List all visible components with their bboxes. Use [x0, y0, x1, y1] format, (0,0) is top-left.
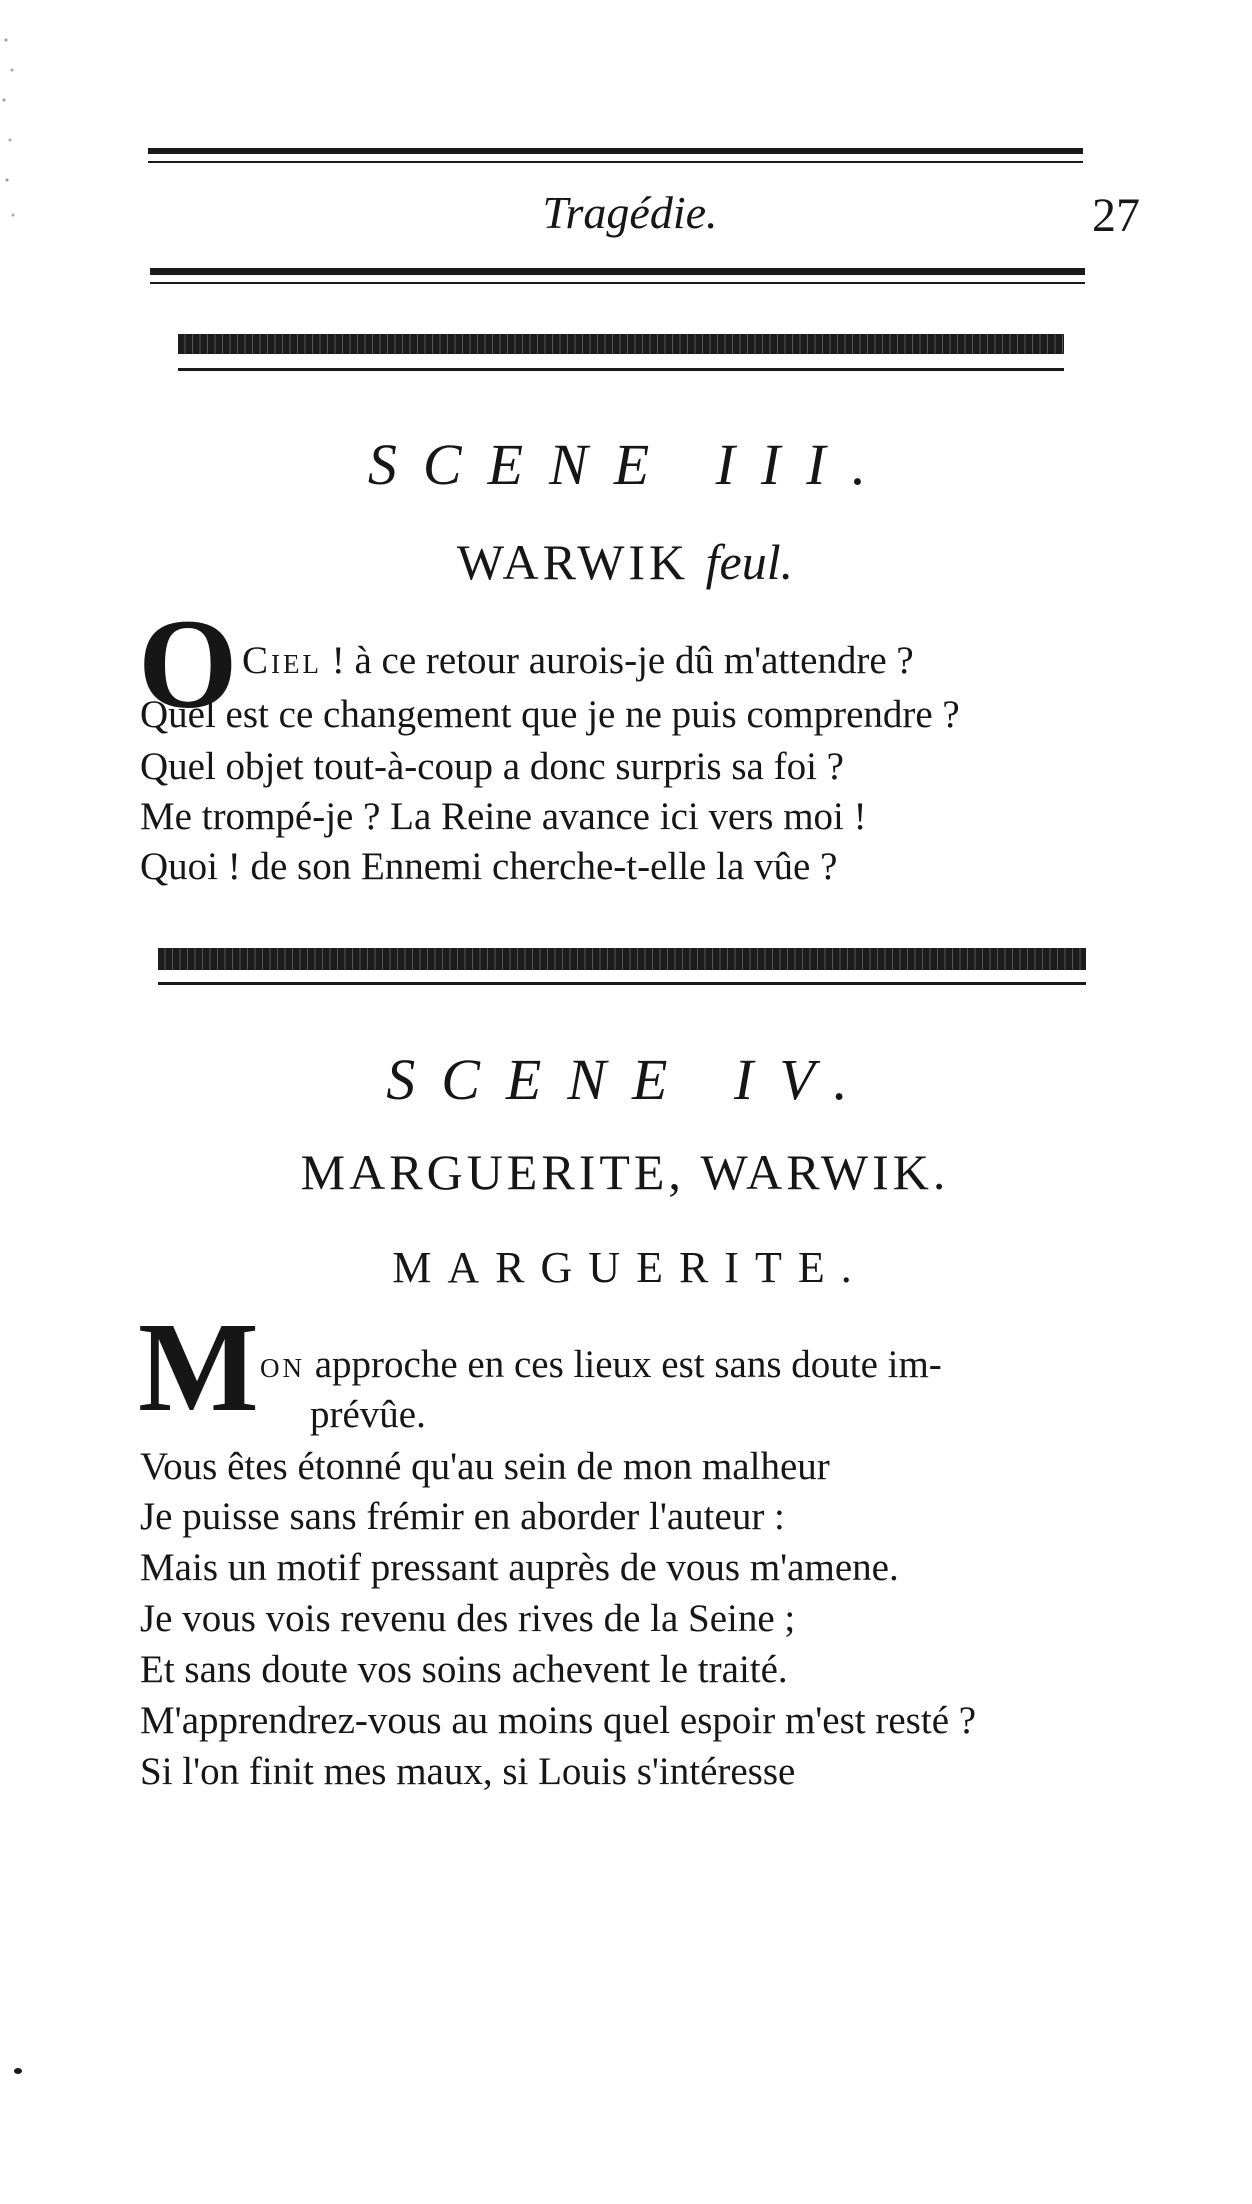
verse-line: Quoi ! de son Ennemi cherche-t-elle la vûe ? — [140, 845, 838, 888]
scene3-first-word: Ciel — [242, 639, 322, 682]
header-bottom-rule-thin — [150, 282, 1085, 284]
ink-speck — [14, 2068, 22, 2074]
running-title: Tragédie. — [542, 187, 718, 238]
scene3-speaker-name: WARWIK — [456, 534, 690, 590]
scene4-dropcap: M — [138, 1296, 259, 1438]
scene4-ornament-bar — [158, 948, 1086, 970]
scene4-ornament-rule — [158, 982, 1086, 985]
scene4-first-line-rest: approche en ces lieux est sans doute im- — [314, 1343, 942, 1386]
scene4-characters: MARGUERITE, WARWIK. — [300, 1144, 950, 1200]
verse-line: Me trompé-je ? La Reine avance ici vers moi ! — [140, 795, 867, 838]
verse-line: Et sans doute vos soins achevent le traité. — [140, 1648, 788, 1691]
verse-line: Vous êtes étonné qu'au sein de mon malheur — [140, 1445, 830, 1488]
verse-line: Quel objet tout-à-coup a donc surpris sa foi ? — [140, 745, 844, 788]
scene4-first-line — [260, 1340, 1140, 1390]
scene3-speaker-line — [150, 530, 1100, 594]
scene3-first-line-rest: ! à ce retour aurois-je dû m'attendre ? — [331, 639, 914, 682]
verse-line: Je puisse sans frémir en aborder l'auteur : — [140, 1495, 785, 1538]
scene3-title: SCENE III. — [367, 432, 893, 497]
scene3-ornament-rule — [178, 368, 1064, 371]
page-number: 27 — [1092, 189, 1140, 242]
verse-line: M'apprendrez-vous au moins quel espoir m'est resté ? — [140, 1699, 977, 1742]
verse-line: Quel est ce changement que je ne puis comprendre ? — [140, 693, 960, 736]
header-top-rule — [148, 148, 1083, 154]
verse-line: Je vous vois revenu des rives de la Seine ; — [140, 1597, 796, 1640]
header-top-rule-thin — [148, 161, 1083, 163]
scene4-speaker: MARGUERITE. — [392, 1243, 868, 1292]
scene4-title: SCENE IV. — [386, 1047, 874, 1112]
scene3-first-line — [242, 636, 1142, 686]
scene3-dropcap: O — [138, 593, 238, 735]
scene3-stage-direction: feul. — [705, 534, 794, 590]
scene3-ornament-bar — [178, 334, 1064, 354]
verse-line: Si l'on finit mes maux, si Louis s'intéresse — [140, 1750, 796, 1793]
header-bottom-rule — [150, 268, 1085, 275]
verse-line: Mais un motif pressant auprès de vous m'amene. — [140, 1546, 899, 1589]
scene4-first-word: on — [260, 1343, 305, 1386]
page-edge-speckle — [0, 30, 20, 230]
scene4-continuation: prévûe. — [310, 1393, 426, 1436]
